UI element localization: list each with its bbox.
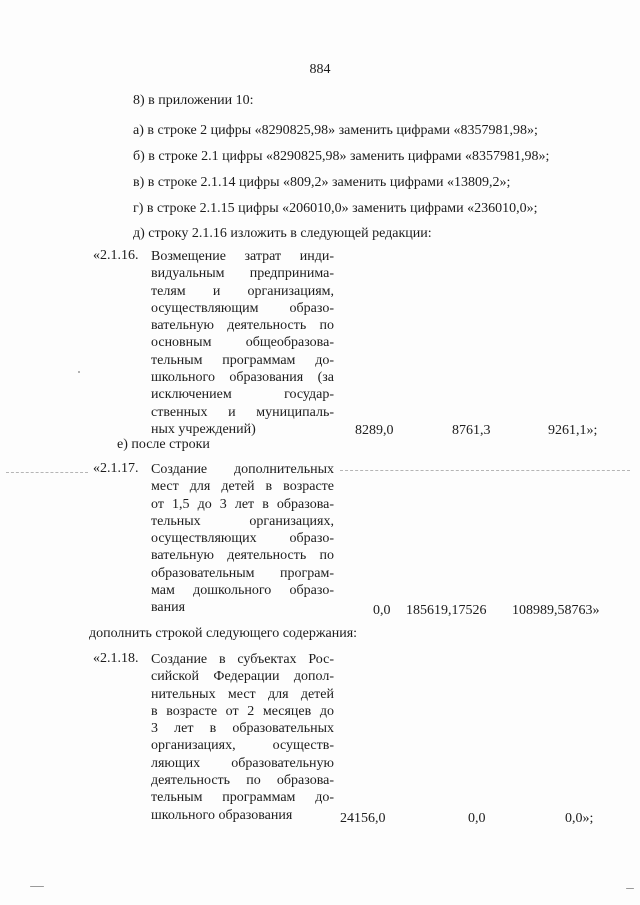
description-line: нительных мест для детей <box>151 686 334 702</box>
amendment-g: г) в строке 2.1.15 цифры «206010,0» заменить цифрами «236010,0»; <box>133 201 538 216</box>
description-line: исключением государ- <box>151 387 334 403</box>
description-line: Создание дополнительных <box>151 462 334 477</box>
page-number: 884 <box>309 62 331 77</box>
description-line: 3 лет в образовательных <box>151 721 334 737</box>
description-line: видуальным предпринима- <box>151 266 334 282</box>
row-2-1-18-value-2: 0,0 <box>468 811 486 826</box>
description-line: в возрасте от 2 месяцев до <box>151 703 334 719</box>
row-2-1-18-value-3: 0,0»; <box>565 811 594 826</box>
description-line: ственных и муниципаль- <box>151 404 334 420</box>
scan-speck <box>78 371 80 373</box>
dotted-rule <box>340 470 630 471</box>
description-line: вательную деятельность по <box>151 548 334 564</box>
description-line: образовательным програм- <box>151 565 334 581</box>
description-line: тельным программам до- <box>151 790 334 806</box>
description-line: осуществляющим образо- <box>151 300 334 316</box>
description-line: мест для детей в возрасте <box>151 479 334 495</box>
description-line: тельным программам до- <box>151 352 334 368</box>
row-2-1-16-value-3: 9261,1»; <box>548 423 598 438</box>
description-line: вания <box>151 600 186 616</box>
amendment-d: д) строку 2.1.16 изложить в следующей редакции: <box>133 226 432 241</box>
description-line: Создание в субъектах Рос- <box>151 652 334 667</box>
description-line: ных учреждений) <box>151 421 256 437</box>
row-2-1-18-code: «2.1.18. <box>93 651 139 666</box>
scan-speck <box>30 886 44 887</box>
row-2-1-18-text <box>151 651 334 824</box>
description-line: мам дошкольного образо- <box>151 583 334 599</box>
description-line: телям и организациям, <box>151 283 334 299</box>
description-line: школьного образования (за <box>151 370 334 386</box>
row-2-1-17-value-3: 108989,58763» <box>512 603 600 618</box>
amendment-b: б) в строке 2.1 цифры «8290825,98» заменить цифрами «8357981,98»; <box>133 149 550 164</box>
amendment-a: а) в строке 2 цифры «8290825,98» заменить цифрами «8357981,98»; <box>133 123 538 138</box>
row-2-1-16-text <box>151 248 334 438</box>
row-2-1-18-value-1: 24156,0 <box>340 811 386 826</box>
row-2-1-16-code: «2.1.16. <box>93 248 139 263</box>
description-line: осуществляющих образо- <box>151 531 334 547</box>
description-line: Возмещение затрат инди- <box>151 249 334 264</box>
row-2-1-16-value-1: 8289,0 <box>355 423 394 438</box>
amendment-v: в) в строке 2.1.14 цифры «809,2» заменить цифрами «13809,2»; <box>133 175 511 190</box>
description-line: вательную деятельность по <box>151 318 334 334</box>
row-2-1-16-value-2: 8761,3 <box>452 423 491 438</box>
item-8-heading: 8) в приложении 10: <box>133 93 254 108</box>
description-line: ляющих образовательную <box>151 755 334 771</box>
row-2-1-17-value-2: 185619,17526 <box>406 603 487 618</box>
add-row-label: дополнить строкой следующего содержания: <box>89 626 358 641</box>
description-line: основным общеобразова- <box>151 335 334 351</box>
description-line: школьного образования <box>151 807 293 823</box>
margin-dotted-line <box>6 472 88 473</box>
description-line: тельных организациях, <box>151 513 334 529</box>
after-row-label: е) после строки <box>117 437 210 452</box>
description-line: сийской Федерации допол- <box>151 669 334 685</box>
row-2-1-17-text <box>151 461 334 617</box>
row-2-1-17-value-1: 0,0 <box>373 603 391 618</box>
description-line: деятельность по образова- <box>151 773 334 789</box>
scan-speck <box>626 888 634 889</box>
description-line: от 1,5 до 3 лет в образова- <box>151 496 334 512</box>
row-2-1-17-code: «2.1.17. <box>93 461 139 476</box>
description-line: организациях, осуществ- <box>151 738 334 754</box>
